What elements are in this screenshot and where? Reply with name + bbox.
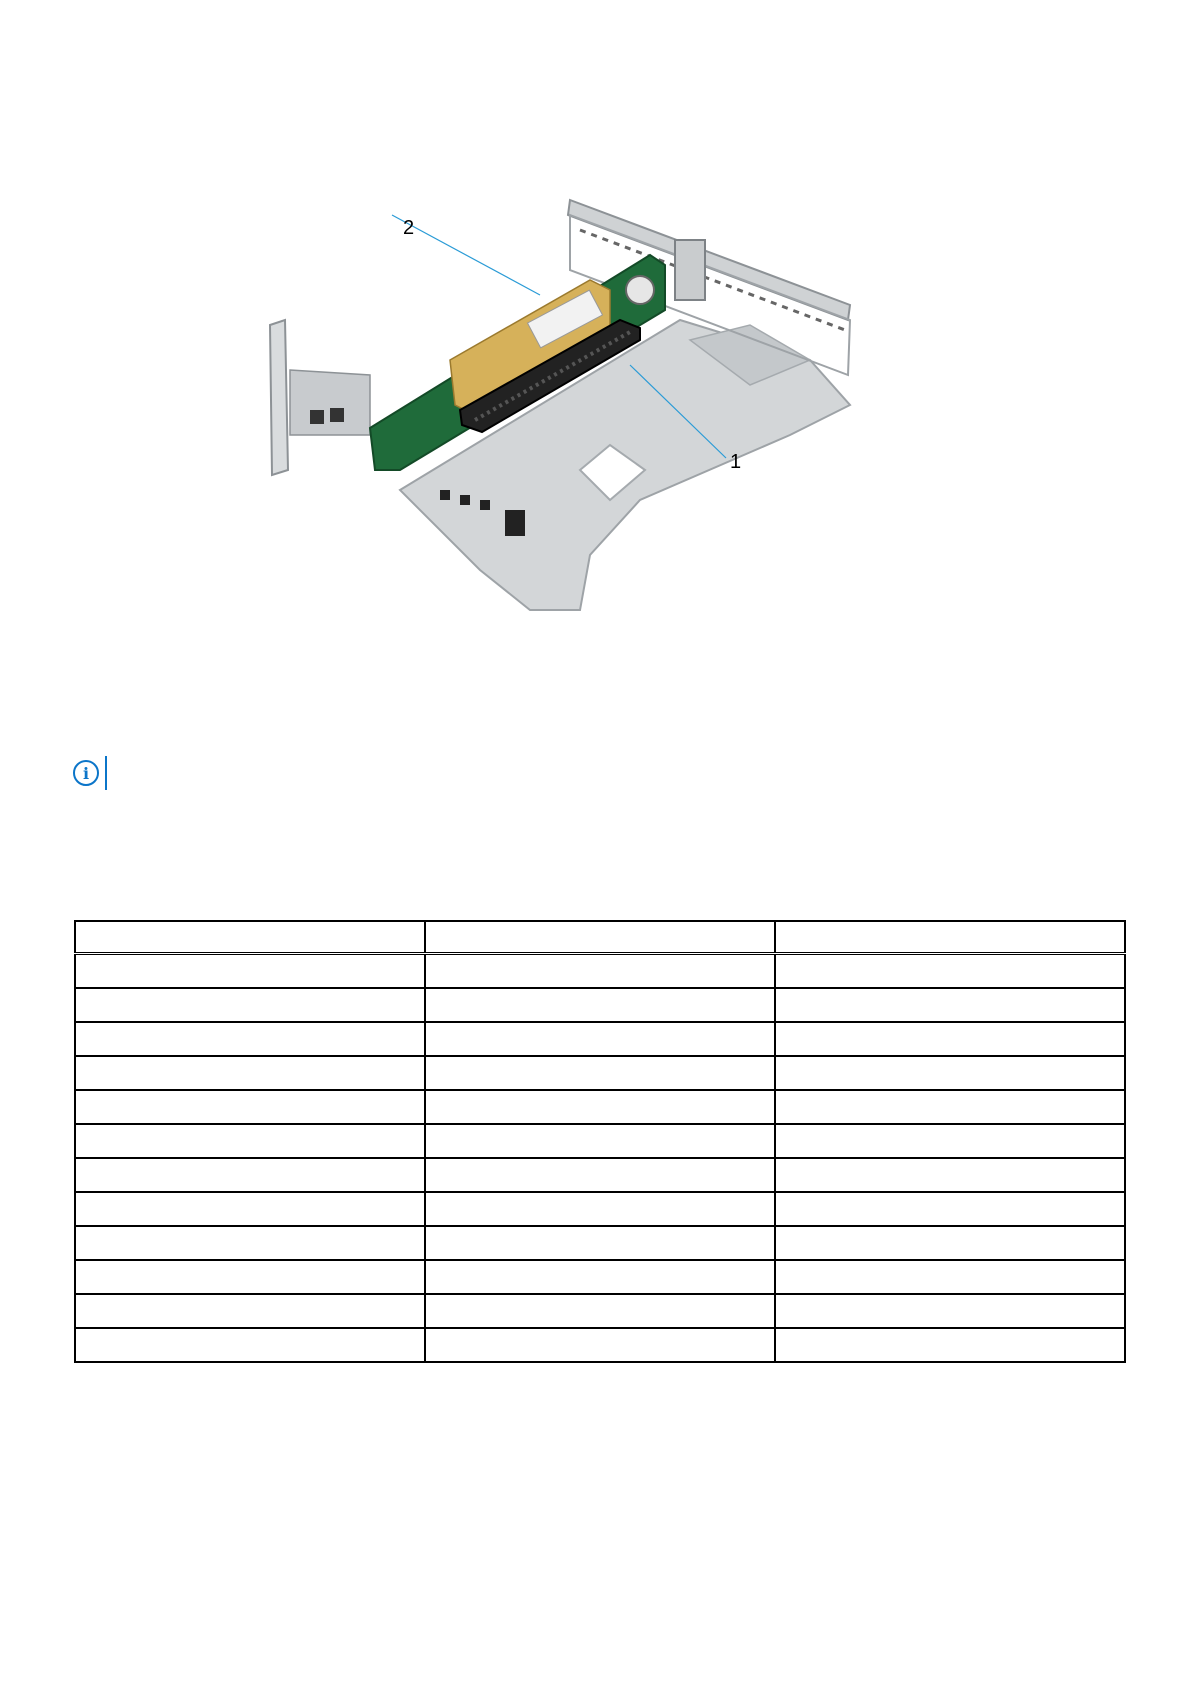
callout-1-label: 1 [730, 451, 742, 473]
table-cell [425, 1328, 775, 1362]
table-cell [775, 1022, 1125, 1056]
table-cell [75, 1056, 425, 1090]
table-header-row [75, 921, 1125, 954]
table-row [75, 1294, 1125, 1328]
riser-figure [250, 170, 930, 630]
table-row [75, 954, 1125, 989]
table-cell [425, 1090, 775, 1124]
table-cell [75, 954, 425, 989]
table-cell [75, 988, 425, 1022]
table-row [75, 1022, 1125, 1056]
table-cell [75, 1158, 425, 1192]
table-header-cell [775, 921, 1125, 954]
table-cell [425, 1294, 775, 1328]
table-row [75, 1226, 1125, 1260]
table-cell [75, 1226, 425, 1260]
table-cell [775, 1056, 1125, 1090]
table-cell [75, 1124, 425, 1158]
spec-table [74, 920, 1126, 1363]
table-header-cell [425, 921, 775, 954]
table-cell [425, 1192, 775, 1226]
table-cell [75, 1192, 425, 1226]
table-row [75, 1328, 1125, 1362]
table-header-cell [75, 921, 425, 954]
table-cell [775, 1294, 1125, 1328]
table-row [75, 1090, 1125, 1124]
note-divider [105, 756, 107, 790]
table-cell [75, 1294, 425, 1328]
table-cell [425, 954, 775, 989]
table-cell [775, 988, 1125, 1022]
table-cell [425, 1260, 775, 1294]
note-block [73, 755, 107, 791]
table-cell [775, 1226, 1125, 1260]
table-cell [425, 1226, 775, 1260]
table-row [75, 1158, 1125, 1192]
table-row [75, 988, 1125, 1022]
table-cell [75, 1022, 425, 1056]
table-cell [775, 1192, 1125, 1226]
table-cell [775, 954, 1125, 989]
table-cell [775, 1124, 1125, 1158]
table-row [75, 1192, 1125, 1226]
table-cell [775, 1260, 1125, 1294]
table-cell [75, 1090, 425, 1124]
table-cell [425, 1056, 775, 1090]
table-cell [75, 1328, 425, 1362]
table-cell [775, 1090, 1125, 1124]
table-cell [425, 1124, 775, 1158]
info-icon: i [73, 760, 99, 786]
table-row [75, 1260, 1125, 1294]
table-cell [75, 1260, 425, 1294]
table-cell [425, 1022, 775, 1056]
table-row [75, 1124, 1125, 1158]
callout-2-label: 2 [403, 217, 415, 239]
table-cell [775, 1328, 1125, 1362]
table-cell [425, 1158, 775, 1192]
table-cell [775, 1158, 1125, 1192]
riser-cage-illustration [250, 170, 930, 630]
callout-leader-2 [392, 215, 540, 295]
table-row [75, 1056, 1125, 1090]
table-cell [425, 988, 775, 1022]
